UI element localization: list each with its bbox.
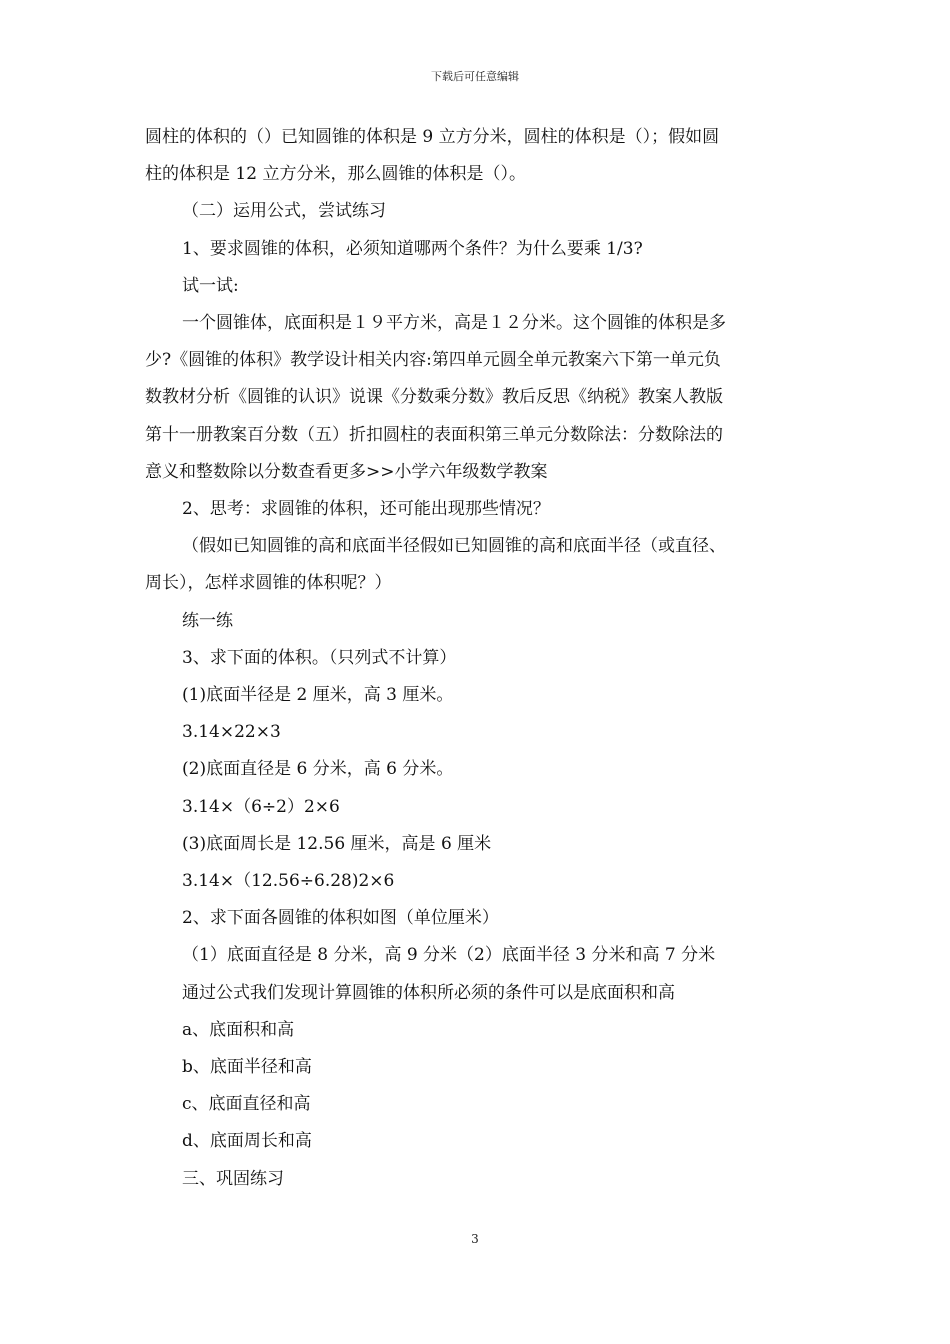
formula-line: 3.14×（12.56÷6.28)2×6: [182, 871, 395, 892]
text-line: 试一试:: [182, 275, 239, 296]
text-line: (1)底面半径是 2 厘米，高 3 厘米。: [182, 685, 454, 706]
document-body: [145, 119, 810, 1198]
text-line: （1）底面直径是 8 分米，高 9 分米（2）底面半径 3 分米和高 7 分米: [182, 945, 716, 966]
list-item: a、底面积和高: [182, 1019, 295, 1040]
text-line: 1、要求圆锥的体积，必须知道哪两个条件？为什么要乘 1/3?: [182, 238, 643, 259]
formula-line: 3.14×（6÷2）2×6: [182, 796, 340, 817]
list-item: d、底面周长和高: [182, 1131, 312, 1152]
text-line: 周长），怎样求圆锥的体积呢？）: [145, 573, 392, 594]
text-line: (2)底面直径是 6 分米，高 6 分米。: [182, 759, 454, 780]
text-line: 第十一册教案百分数（五）折扣圆柱的表面积第三单元分数除法：分数除法的: [145, 424, 723, 445]
text-line: 3、求下面的体积。（只列式不计算）: [182, 647, 457, 668]
page-header: 下载后可任意编辑: [431, 70, 519, 83]
list-item: b、底面半径和高: [182, 1057, 312, 1078]
text-line: (3)底面周长是 12.56 厘米，高是 6 厘米: [182, 833, 492, 854]
text-line: 圆柱的体积的（）已知圆锥的体积是 9 立方分米，圆柱的体积是（）；假如圆: [145, 127, 720, 147]
list-item: c、底面直径和高: [182, 1094, 311, 1115]
text-line: 2、思考：求圆锥的体积，还可能出现那些情况？: [182, 499, 550, 520]
text-line: 数教材分析《圆锥的认识》说课《分数乘分数》教后反思《纳税》教案人教版: [145, 387, 723, 408]
page-number: 3: [471, 1232, 479, 1246]
section-heading: （二）运用公式，尝试练习: [182, 201, 386, 222]
text-line: 通过公式我们发现计算圆锥的体积所必须的条件可以是底面积和高: [182, 982, 675, 1003]
text-line: 少?《圆锥的体积》教学设计相关内容:第四单元圆全单元教案六下第一单元负: [145, 350, 721, 371]
formula-line: 3.14×22×3: [182, 722, 281, 743]
text-line: 2、求下面各圆锥的体积如图（单位厘米）: [182, 908, 499, 929]
text-line: （假如已知圆锥的高和底面半径假如已知圆锥的高和底面半径（或直径、: [182, 536, 726, 557]
text-line: 练一练: [182, 610, 233, 631]
text-line: 柱的体积是 12 立方分米，那么圆锥的体积是（）。: [145, 164, 526, 185]
text-line: 一个圆锥体，底面积是１９平方米，高是１２分米。这个圆锥的体积是多: [182, 313, 726, 334]
text-line: 意义和整数除以分数查看更多>>小学六年级数学教案: [145, 461, 548, 482]
section-heading: 三、巩固练习: [182, 1168, 284, 1189]
